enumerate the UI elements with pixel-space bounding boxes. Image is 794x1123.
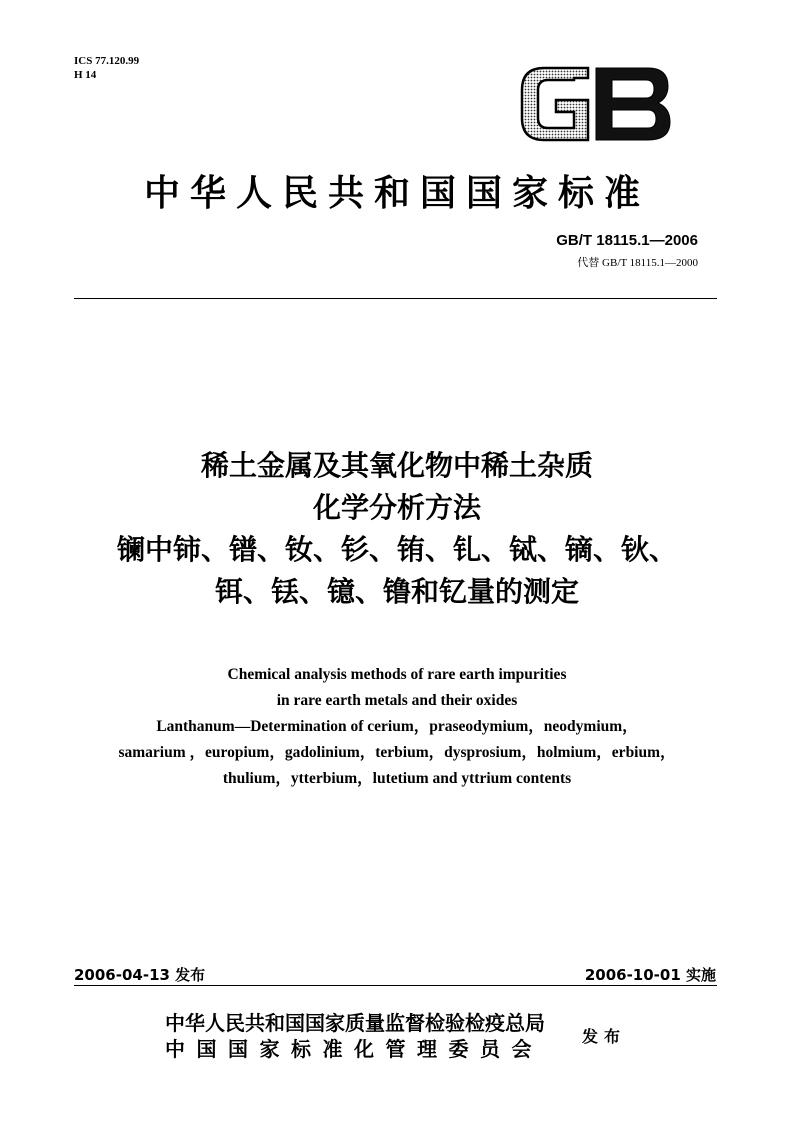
english-title-line-2: in rare earth metals and their oxides	[276, 692, 518, 709]
issuing-authorities	[165, 1010, 545, 1062]
gb-logo	[518, 64, 674, 144]
chinese-title-line-2: 化学分析方法	[312, 491, 481, 524]
chinese-title-line-1: 稀土金属及其氧化物中稀土杂质	[200, 449, 593, 482]
category-code: H 14	[74, 69, 97, 81]
issue-date: 2006-04-13 发布	[74, 966, 206, 984]
replaces-standard: 代替 GB/T 18115.1—2000	[577, 257, 698, 269]
effective-date: 2006-10-01 实施	[584, 966, 716, 984]
publish-label: 发布	[582, 1027, 627, 1046]
english-title-line-5: thulium，ytterbium，lutetium and yttrium contents	[222, 770, 572, 787]
standard-number: GB/T 18115.1—2006	[556, 232, 698, 249]
chinese-title-line-4: 铒、铥、镱、镥和钇量的测定	[214, 575, 579, 608]
top-divider	[74, 298, 717, 299]
english-title-line-4: samarium ，europium，gadolinium，terbium，dysprosium，holmium，erbium，	[118, 744, 676, 761]
state-standard-title: 中华人民共和国国家标准	[143, 172, 650, 214]
classification-block	[74, 54, 139, 82]
chinese-title	[0, 445, 794, 613]
chinese-title-line-3: 镧中铈、镨、钕、钐、铕、钆、铽、镝、钬、	[116, 533, 677, 566]
issuer-sac: 中国国家标准化管理委员会	[165, 1037, 543, 1061]
ics-code: ICS 77.120.99	[74, 55, 140, 67]
english-title-line-3: Lanthanum—Determination of cerium，praseodymium，neodymium，	[156, 718, 638, 735]
english-title	[0, 662, 794, 792]
issuer-aqsiq: 中华人民共和国国家质量监督检验检疫总局	[165, 1011, 545, 1035]
bottom-divider	[74, 985, 717, 986]
english-title-line-1: Chemical analysis methods of rare earth impurities	[227, 666, 567, 683]
